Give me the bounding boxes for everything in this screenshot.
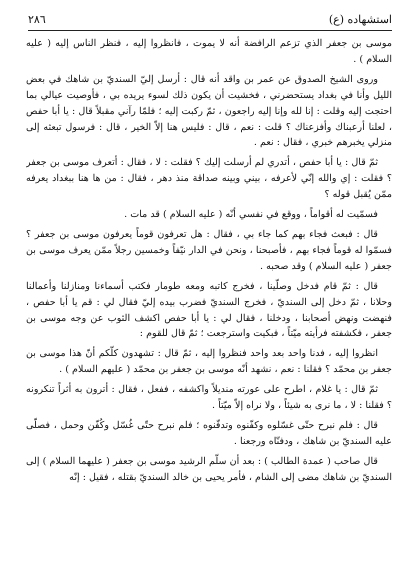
paragraph: ثمّ قال : يا غلام ، اطرح على عورته منديلاً واكشفه ، ففعل ، فقال : أترون به أثراً تنكرونه ؟ فقلنا : لا ، ما نرى به شيئاً ، ولا نراه إلاّ ميّتاً . [26, 384, 392, 412]
page-number: ٢٨٦ [28, 12, 46, 26]
paragraph: موسى بن جعفر الذي تزعم الرافضة أنه لا يموت ، فانظروا إليه ، فنظر الناس إليه ( عليه السلام ) . [26, 38, 392, 65]
paragraph: قال : فبعث فجاء بهم كما جاء بي ، فقال : هل تعرفون قوماً يعرفون موسى بن جعفر ؟ فسمّوا له قوماً فجاء بهم ، فأصبحنا ، ونحن في الدار نيّفاً وخمسين رجلاً ممّن يعرف موسى بن جعفر ( عليه السلام ) وقد صحبه . [26, 228, 392, 272]
paragraph: انظروا إليه ، فدنا واحد بعد واحد فنظروا إليه ، ثمّ قال : تشهدون كلّكم أنّ هذا موسى بن جعفر بن محمّد ؟ فقلنا : نعم ، نشهد أنّه موسى بن جعفر بن محمّد ( عليهم السلام ) . [26, 348, 392, 376]
header-rule [28, 30, 392, 31]
text-body [26, 36, 392, 572]
paragraph: ثمّ قال : يا أبا حفص ، أتدري لم أرسلت إليك ؟ فقلت : لا ، فقال : أتعرف موسى بن جعفر ؟ فقلت : إي والله إنّي لأعرفه ، بيني وبينه صداقة منذ دهر ، فقال : من ها هنا ببغداد يعرفه ممّن يُقبل قوله ؟ [26, 157, 392, 201]
paragraph: فسمّيت له أقواماً ، ووقع في نفسي أنّه ( عليه السلام ) قد مات . [124, 209, 378, 221]
page-header [28, 10, 392, 28]
paragraph: قال صاحب ( عمدة الطالب ) : بعد أن سلّم الرشيد موسى بن جعفر ( عليهما السلام ) إلى السنديّ بن شاهك مضى إلى الشام ، فأمر يحيى بن خالد السنديّ بقتله ، فقيل : إنّه [26, 455, 392, 483]
paragraph: قال : ثمّ قام فدخل وصلّينا ، فخرج كاتبه ومعه طومار فكتب أسماءنا ومنازلنا وأعمالنا وحلانا ، ثمّ دخل إلى السنديّ ، فخرج السنديّ فضرب بيده إليّ فقال لي : قم يا أبا حفص ، فنهضت ونهض أصحابنا ، ودخلنا ، فقال لي : يا أبا حفص اكشف الثوب عن وجه موسى بن جعفر ، فكشفته فرأيته ميّتاً ، فبكيت واسترجعت ؛ ثمّ قال للقوم : [26, 280, 392, 340]
paragraph: وروى الشيخ الصدوق عن عمر بن واقد أنه قال : أرسل إليّ السنديّ بن شاهك في بعض الليل وأنا في بغداد يستحضرني ، فخشيت أن يكون ذلك لسوء يريده بي ، فأوصيت عيالي بما احتجت إليه وقلت : إنا لله وإنا إليه راجعون ، ثمّ ركبت إليه ؛ فلمّا رآني مقبلاً قال : يا أبا حفص ، لعلنا أرعبناك وأفزعناك ؟ قلت : نعم ، قال : فليس هنا إلاّ الخير ، قال : فرسول تبعثه إلى منزلي يخبرهم خبري ، فقال : نعم . [26, 73, 392, 149]
running-title: استشهاده (ع) [328, 12, 392, 26]
paragraph: قال : فلم نبرح حتّى غسّلوه وكفّنوه وتدفّنوه ؛ فلم نبرح حتّى غُسّل وكُفّن وحمل ، فصلّى عليه السنديّ بن شاهك ، ودفنّاه ورجعنا . [26, 419, 392, 447]
